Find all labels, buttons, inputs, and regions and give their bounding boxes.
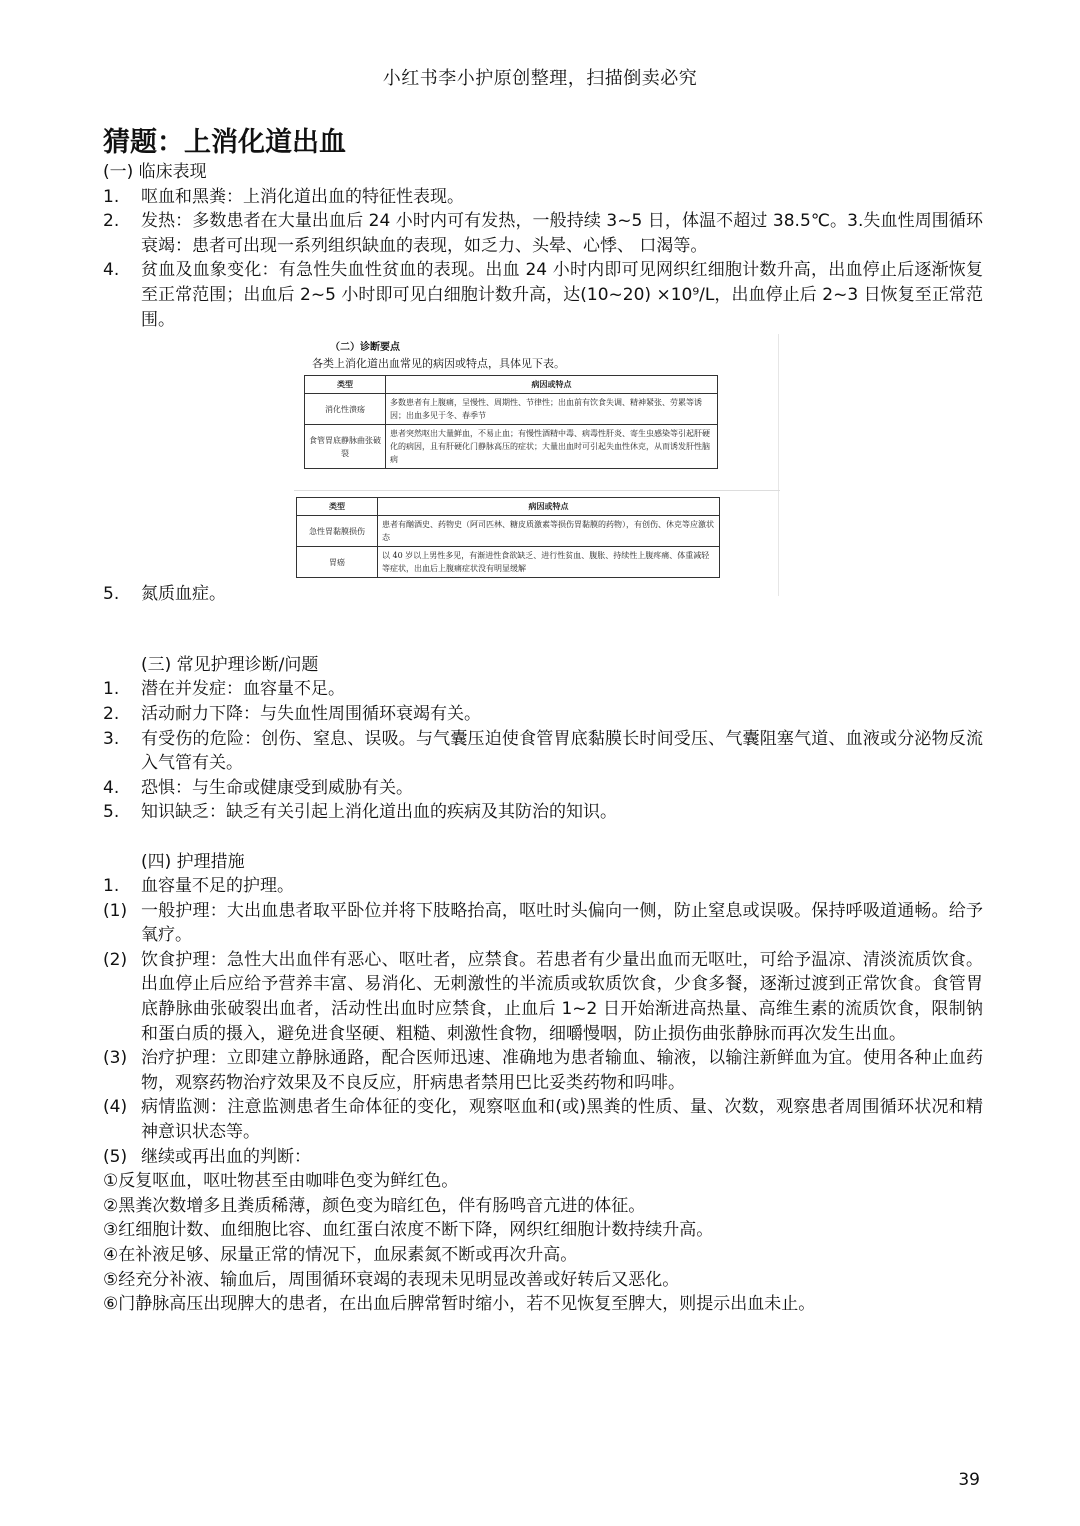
list-item: [103, 209, 983, 258]
table-cell: 急性胃黏膜损伤: [297, 516, 378, 547]
table-header-cell: 病因或特点: [386, 376, 718, 394]
item-number: 3.: [103, 728, 120, 749]
table-row: [297, 516, 720, 547]
item-text: 一般护理：大出血患者取平卧位并将下肢略抬高，呕吐时头偏向一侧，防止窒息或误吸。保持呼吸道通畅。给予氧疗。: [141, 900, 983, 946]
figure-edge: [778, 334, 779, 596]
section3-heading: (三) 常见护理诊断/问题: [141, 654, 319, 675]
table-cell: 患者有酗酒史、药物史（阿司匹林、糖皮质激素等损伤胃黏膜的药物），有创伤、休克等应激状态: [378, 516, 720, 547]
rebleed-sign: ①反复呕血，呕吐物甚至由咖啡色变为鲜红色。: [103, 1171, 459, 1192]
figure-divider: [294, 490, 780, 491]
list-item: [103, 948, 983, 1046]
cause-table-1: [304, 375, 718, 469]
table-header-row: [305, 376, 718, 394]
table-header-row: [297, 498, 720, 516]
item-text: 潜在并发症：血容量不足。: [141, 679, 345, 700]
item-number: (2): [103, 949, 128, 970]
item-number: 2.: [103, 703, 120, 724]
item-number: (4): [103, 1097, 128, 1118]
item-text: 饮食护理：急性大出血伴有恶心、呕吐者，应禁食。若患者有少量出血而无呕吐，可给予温凉、清淡流质饮食。出血停止后应给予营养丰富、易消化、无刺激性的半流质或软质饮食，少食多餐，逐渐过渡到正常饮食。食管胃底静脉曲张破裂出血者，活动性出血时应禁食，止血后 1~2 日开始渐进高热量、高维生素的流质饮食，限制钠和蛋白质的摄入，避免进食坚硬、粗糙、刺激性食物，细嚼慢咽，防止损伤曲张静脉而再次发生出血。: [141, 949, 983, 1044]
item-text: 呕血和黑粪：上消化道出血的特征性表现。: [141, 186, 464, 207]
list-item: [103, 702, 983, 727]
item-number: 1.: [103, 186, 120, 207]
table-cell: 以 40 岁以上男性多见，有渐进性食欲缺乏、进行性贫血、腹胀、持续性上腹疼痛、体重减轻等症状，出血后上腹痛症状没有明显缓解: [378, 547, 720, 578]
item-number: (1): [103, 900, 128, 921]
item-text: 治疗护理：立即建立静脉通路，配合医师迅速、准确地为患者输血、输液，以输注新鲜血为宜。使用各种止血药物，观察药物治疗效果及不良反应，肝病患者禁用巴比妥类药物和吗啡。: [141, 1048, 983, 1093]
list-item: [103, 1095, 983, 1144]
list-item: [103, 677, 983, 702]
item-number: (5): [103, 1146, 128, 1167]
table-cell: 多数患者有上腹痛，呈慢性、周期性、节律性；出血前有饮食失调、精神紧张、劳累等诱因；出血多见于冬、春季节: [386, 394, 718, 425]
rebleed-sign: ②黑粪次数增多且粪质稀薄，颜色变为暗红色，伴有肠鸣音亢进的体征。: [103, 1195, 646, 1216]
section1-heading: (一) 临床表现: [103, 162, 207, 182]
list-item: [103, 776, 983, 801]
item-number: 1.: [103, 876, 120, 897]
list-item: [103, 1046, 983, 1095]
item-text: 贫血及血象变化：有急性失血性贫血的表现。出血 24 小时内即可见网织红细胞计数升高，出血停止后逐渐恢复至正常范围；出血后 2~5 小时即可见白细胞计数升高，达(10~20) ×10⁹/L，出血停止后 2~3 日恢复至正常范围。: [141, 260, 983, 330]
item-text: 知识缺乏：缺乏有关引起上消化道出血的疾病及其防治的知识。: [141, 802, 617, 823]
page-header: 小红书李小护原创整理，扫描倒卖必究: [382, 68, 698, 89]
table-cell: 食管胃底静脉曲张破裂: [305, 425, 386, 469]
table-header-cell: 类型: [305, 376, 386, 394]
item-text: 氮质血症。: [141, 584, 226, 605]
item-number: 4.: [103, 260, 120, 281]
diagnosis-table-figure: [294, 334, 780, 596]
table-row: [305, 394, 718, 425]
item-number: 2.: [103, 211, 120, 232]
page-number: 39: [958, 1470, 980, 1490]
table-row: [305, 425, 718, 469]
item-text: 继续或再出血的判断：: [141, 1146, 311, 1167]
item-number: 5.: [103, 802, 120, 823]
list-item: [103, 874, 983, 899]
cause-table-2: [296, 497, 720, 578]
section4-heading: (四) 护理措施: [141, 851, 245, 872]
table-cell: 胃癌: [297, 547, 378, 578]
item-number: 4.: [103, 777, 120, 798]
item-number: (3): [103, 1048, 128, 1069]
item-text: 有受伤的危险：创伤、窒息、误吸。与气囊压迫使食管胃底黏膜长时间受压、气囊阻塞气道、血液或分泌物反流入气管有关。: [141, 728, 983, 774]
rebleed-sign: ⑥门静脉高压出现脾大的患者，在出血后脾常暂时缩小，若不见恢复至脾大，则提示出血未止。: [103, 1294, 816, 1315]
rebleed-sign: ④在补液足够、尿量正常的情况下，血尿素氮不断或再次升高。: [103, 1245, 578, 1265]
list-item: [103, 800, 983, 825]
table-cell: 消化性溃疡: [305, 394, 386, 425]
list-item: [103, 727, 983, 776]
table-cell: 患者突然呕出大量鲜血，不易止血；有慢性酒精中毒、病毒性肝炎、寄生虫感染等引起肝硬化的病因，且有肝硬化门静脉高压的症状；大量出血时可引起失血性休克，从而诱发肝性脑病: [386, 425, 718, 469]
figure-subtitle: 各类上消化道出血常见的病因或特点，具体见下表。: [312, 357, 565, 370]
list-item: [103, 258, 983, 332]
table-header-cell: 类型: [297, 498, 378, 516]
item-number: 1.: [103, 679, 120, 700]
figure-title: （二）诊断要点: [330, 342, 400, 353]
list-item: [103, 899, 983, 948]
item-text: 恐惧：与生命或健康受到威胁有关。: [141, 777, 413, 798]
item-number: 5.: [103, 584, 120, 605]
item-text: 病情监测：注意监测患者生命体征的变化，观察呕血和(或)黑粪的性质、量、次数，观察患者周围循环状况和精神意识状态等。: [141, 1097, 983, 1143]
item-text: 活动耐力下降：与失血性周围循环衰竭有关。: [141, 703, 481, 724]
item-text: 血容量不足的护理。: [141, 876, 294, 897]
page-title: 猜题：上消化道出血: [103, 127, 346, 158]
rebleed-sign: ③红细胞计数、血细胞比容、血红蛋白浓度不断下降，网织红细胞计数持续升高。: [103, 1220, 714, 1241]
table-header-cell: 病因或特点: [378, 498, 720, 516]
rebleed-sign: ⑤经充分补液、输血后，周围循环衰竭的表现未见明显改善或好转后又恶化。: [103, 1269, 680, 1290]
list-item: [103, 185, 983, 210]
table-row: [297, 547, 720, 578]
list-item: [103, 1145, 983, 1170]
item-text: 发热：多数患者在大量出血后 24 小时内可有发热，一般持续 3~5 日，体温不超过 38.5℃。3.失血性周围循环衰竭：患者可出现一系列组织缺血的表现，如乏力、头晕、心悸、 口渴等。: [141, 211, 983, 256]
